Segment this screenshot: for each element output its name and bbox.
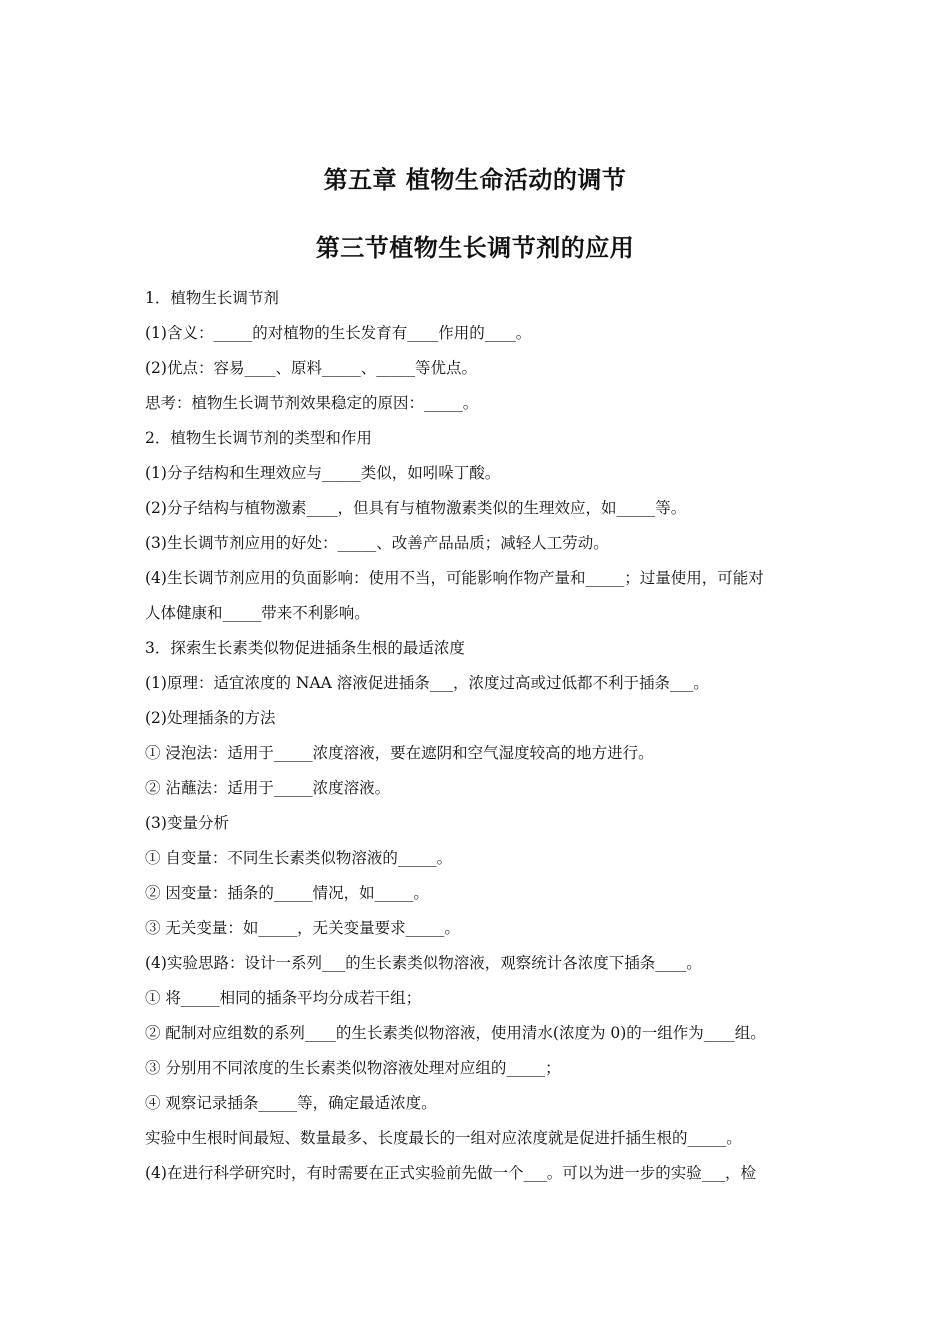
text-line: (2)处理插条的方法 [145, 709, 276, 727]
text-line: (3)变量分析 [145, 814, 229, 832]
chapter-title: 第五章 植物生命活动的调节 [323, 166, 627, 194]
text-line: (4)实验思路：设计一系列___的生长素类似物溶液，观察统计各浓度下插条____。 [145, 954, 702, 972]
text-line: ③ 分别用不同浓度的生长素类似物溶液处理对应组的_____； [145, 1059, 561, 1077]
text-line: (3)生长调节剂应用的好处：_____、改善产品品质；减轻人工劳动。 [145, 534, 609, 552]
text-line: (1)原理：适宜浓度的 NAA 溶液促进插条___，浓度过高或过低都不利于插条___。 [145, 674, 709, 692]
section-title: 第三节植物生长调节剂的应用 [315, 234, 635, 262]
text-line: ② 沾蘸法：适用于_____浓度溶液。 [145, 779, 391, 797]
text-line: 思考：植物生长调节剂效果稳定的原因：_____。 [145, 394, 479, 412]
text-line: (1)分子结构和生理效应与_____类似，如吲哚丁酸。 [145, 464, 501, 482]
text-line: ② 因变量：插条的_____情况，如_____。 [145, 884, 429, 902]
text-line: 1．植物生长调节剂 [145, 289, 279, 307]
text-line: ② 配制对应组数的系列____的生长素类似物溶液，使用清水(浓度为 0)的一组作为____组。 [145, 1024, 766, 1042]
text-line: 人体健康和_____带来不利影响。 [145, 604, 370, 622]
text-line: (2)优点：容易____、原料_____、_____等优点。 [145, 359, 477, 377]
text-line: 3．探索生长素类似物促进插条生根的最适浓度 [145, 639, 465, 657]
text-line: 实验中生根时间最短、数量最多、长度最长的一组对应浓度就是促进扦插生根的_____。 [145, 1129, 742, 1147]
text-line: ① 自变量：不同生长素类似物溶液的_____。 [145, 849, 453, 867]
text-line: ③ 无关变量：如_____，无关变量要求_____。 [145, 919, 460, 937]
text-line: (2)分子结构与植物激素____，但具有与植物激素类似的生理效应，如_____等。 [145, 499, 687, 517]
text-line: 2．植物生长调节剂的类型和作用 [145, 429, 372, 447]
text-line: ① 浸泡法：适用于_____浓度溶液，要在遮阴和空气湿度较高的地方进行。 [145, 744, 654, 762]
text-line: ① 将_____相同的插条平均分成若干组； [145, 989, 422, 1007]
text-line: (4)在进行科学研究时，有时需要在正式实验前先做一个___。可以为进一步的实验___，检 [145, 1164, 756, 1182]
text-line: (4)生长调节剂应用的负面影响：使用不当，可能影响作物产量和_____；过量使用，可能对 [145, 569, 764, 587]
text-line: ④ 观察记录插条_____等，确定最适浓度。 [145, 1094, 437, 1112]
document-body [145, 281, 810, 1191]
text-line: (1)含义：_____的对植物的生长发育有____作用的____。 [145, 324, 532, 342]
